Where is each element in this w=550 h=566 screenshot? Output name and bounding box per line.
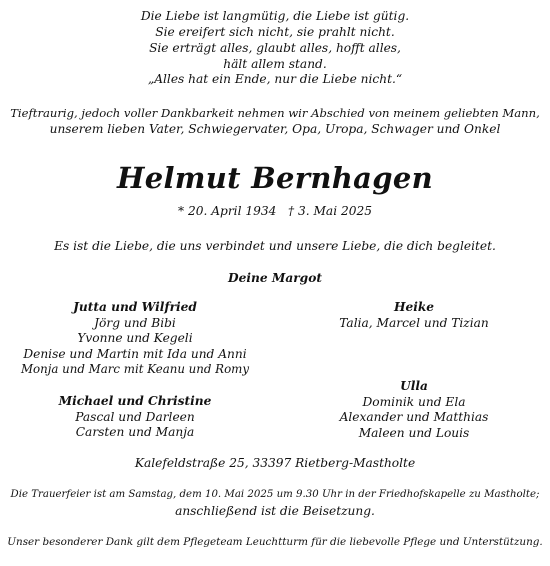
family-member: Alexander und Matthias	[339, 410, 489, 424]
family-member: Pascal und Darleen	[75, 409, 195, 424]
intro-line: unserem lieben Vater, Schwiegervater, Opa, Uropa, Schwager und Onkel	[49, 122, 501, 136]
life-dates: * 20. April 1934 † 3. Mai 2025	[178, 204, 372, 218]
family-member: Carsten und Manja	[75, 425, 195, 439]
family-group	[20, 300, 250, 378]
poem-line: Sie ereifert sich nicht, sie prahlt nicht.	[155, 25, 395, 39]
intro-line: Tieftraurig, jedoch voller Dankbarkeit nehmen wir Abschied von meinem geliebten Mann,	[10, 106, 540, 120]
family-member: Talia, Marcel und Tizian	[339, 315, 489, 330]
funeral-line: Die Trauerfeier ist am Samstag, dem 10. Mai 2025 um 9.30 Uhr in der Friedhofskapelle zu Mastholte;	[10, 489, 540, 500]
poem-line: Sie erträgt alles, glaubt alles, hofft alles,	[149, 41, 401, 55]
deceased-name: Helmut Bernhagen	[117, 161, 433, 195]
family-group	[294, 379, 534, 441]
family-member: Maleen und Louis	[358, 425, 470, 440]
family-member: Denise und Martin mit Ida und Anni	[23, 346, 247, 361]
thanks-line: Unser besonderer Dank gilt dem Pflegeteam Leuchtturm für die liebevolle Pflege und Unterstützung.	[7, 536, 543, 548]
spouse-signature: Deine Margot	[228, 271, 322, 285]
family-member: Dominik und Ela	[362, 394, 466, 409]
poem-line: Die Liebe ist langmütig, die Liebe ist gütig.	[140, 9, 410, 23]
family-head: Ulla	[400, 379, 428, 393]
poem-line: hält allem stand.	[223, 57, 327, 71]
family-group	[20, 394, 250, 441]
funeral-line: anschließend ist die Beisetzung.	[175, 504, 375, 518]
family-member: Jörg und Bibi	[94, 315, 176, 330]
family-head: Jutta und Wilfried	[73, 300, 197, 314]
poem-line: „Alles hat ein Ende, nur die Liebe nicht.“	[147, 72, 403, 86]
family-member: Yvonne und Kegeli	[77, 331, 193, 345]
family-member: Monja und Marc mit Keanu und Romy	[20, 362, 250, 376]
family-head: Heike	[393, 300, 435, 314]
family-group	[294, 300, 534, 331]
memorial-quote: Es ist die Liebe, die uns verbindet und unsere Liebe, die dich begleitet.	[54, 239, 496, 253]
family-head: Michael und Christine	[58, 394, 212, 408]
address: Kalefeldstraße 25, 33397 Rietberg-Mastholte	[134, 456, 416, 470]
